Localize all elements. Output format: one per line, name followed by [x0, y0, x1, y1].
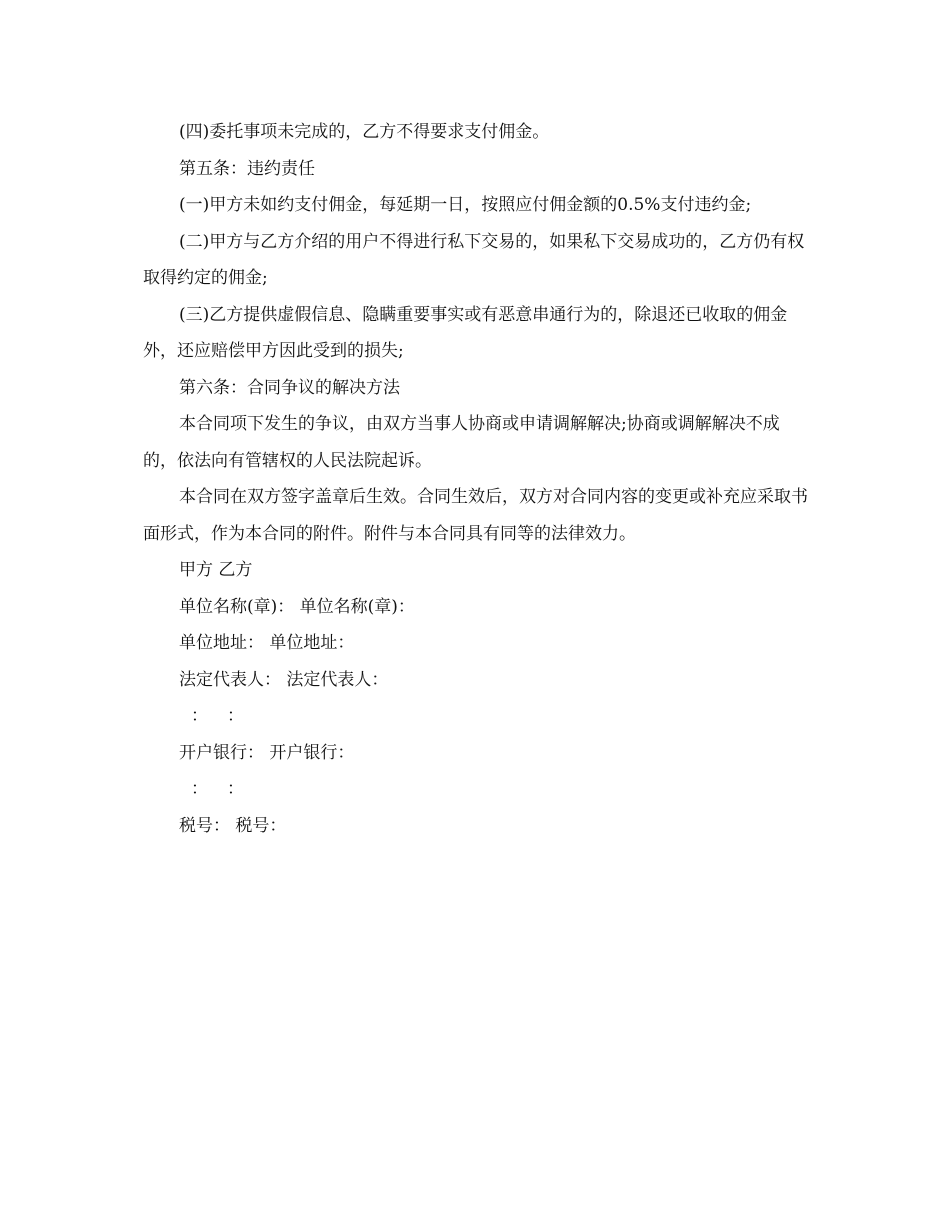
clause-5-3-false-info: (三)乙方提供虚假信息、隐瞒重要事实或有恶意串通行为的，除退还已收取的佣金外，还应赔偿甲方因此受到的损失;: [143, 304, 788, 361]
document-body: [143, 114, 811, 844]
signature-legal-rep: 法定代表人： 法定代表人：: [179, 669, 389, 690]
article-5-heading: 第五条：违约责任: [179, 158, 315, 179]
signature-blank-line-1: [143, 698, 811, 735]
blank-colon: ：: [191, 706, 208, 726]
blank-colon: ：: [191, 779, 208, 799]
signature-block: [143, 552, 811, 844]
blank-colon: ：: [227, 779, 244, 799]
signature-tax-number: 税号： 税号：: [179, 815, 287, 836]
signature-parties: 甲方 乙方: [179, 560, 253, 580]
dispute-resolution-text: 本合同项下发生的争议，由双方当事人协商或申请调解解决;协商或调解解决不成的，依法向有管辖权的人民法院起诉。: [143, 414, 780, 471]
signature-bank: 开户银行： 开户银行：: [179, 742, 355, 763]
effectiveness-text: 本合同在双方签字盖章后生效。合同生效后，双方对合同内容的变更或补充应采取书面形式，作为本合同的附件。附件与本合同具有同等的法律效力。: [143, 487, 808, 544]
blank-colon: ：: [227, 706, 244, 726]
signature-unit-name: 单位名称(章)： 单位名称(章)：: [179, 596, 415, 617]
signature-unit-address: 单位地址： 单位地址：: [179, 633, 355, 653]
signature-blank-line-2: [143, 771, 811, 808]
clause-5-1-late-payment: (一)甲方未如约支付佣金，每延期一日，按照应付佣金额的0.5%支付违约金;: [179, 195, 752, 215]
clause-4-no-commission: (四)委托事项未完成的，乙方不得要求支付佣金。: [179, 122, 550, 142]
clause-5-2-private-deal: (二)甲方与乙方介绍的用户不得进行私下交易的，如果私下交易成功的，乙方仍有权取得约定的佣金;: [143, 231, 805, 288]
article-6-heading: 第六条：合同争议的解决方法: [179, 377, 400, 398]
